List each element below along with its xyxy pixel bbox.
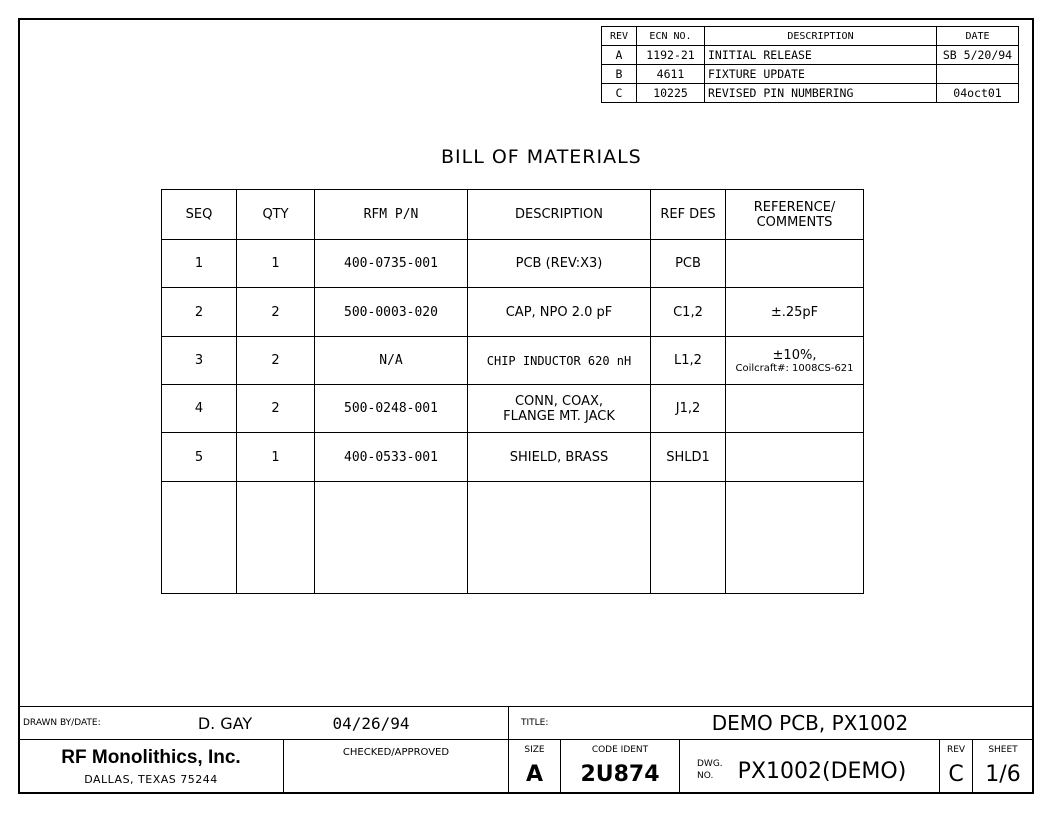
- revision-header-row: [602, 27, 1019, 46]
- size-label: SIZE: [524, 745, 545, 755]
- comments-cell: ±.25pF: [726, 288, 864, 337]
- qty-cell: 2: [237, 385, 315, 433]
- ecn-cell: 1192-21: [637, 46, 705, 65]
- seq-cell: 1: [162, 240, 237, 288]
- date-cell: 04oct01: [937, 84, 1019, 103]
- refdes-cell: L1,2: [651, 337, 726, 385]
- rev-cell: C: [602, 84, 637, 103]
- code-ident-value: 2U874: [580, 761, 660, 787]
- ecn-cell: 10225: [637, 84, 705, 103]
- description-cell: CHIP INDUCTOR 620 nH: [468, 337, 651, 385]
- seq-cell: 2: [162, 288, 237, 337]
- pn-cell: N/A: [315, 337, 468, 385]
- empty-cell: [468, 482, 651, 594]
- title-label: TITLE:: [521, 718, 549, 728]
- comments-header: [726, 190, 864, 240]
- rev-value: C: [948, 761, 964, 787]
- pn-header: RFM P/N: [315, 190, 468, 240]
- description-line2: FLANGE MT. JACK: [503, 408, 615, 424]
- description-cell: FIXTURE UPDATE: [705, 65, 937, 84]
- description-cell: INITIAL RELEASE: [705, 46, 937, 65]
- comments-cell: [726, 385, 864, 433]
- revision-row: [602, 46, 1019, 65]
- comments-line2: Coilcraft#: 1008CS-621: [735, 362, 854, 374]
- qty-cell: 2: [237, 288, 315, 337]
- bom-row: [162, 385, 864, 433]
- bom-table: [161, 189, 864, 594]
- description-line1: CONN, COAX,: [514, 393, 604, 409]
- pn-cell: 500-0003-020: [315, 288, 468, 337]
- seq-cell: 5: [162, 433, 237, 482]
- rev-cell: A: [602, 46, 637, 65]
- ecn-header: ECN NO.: [637, 27, 705, 46]
- bom-row: [162, 288, 864, 337]
- seq-cell: 4: [162, 385, 237, 433]
- seq-cell: 3: [162, 337, 237, 385]
- comments-line1: ±10%,: [772, 347, 817, 363]
- drawing-title: DEMO PCB, PX1002: [711, 711, 909, 735]
- description-cell: PCB (REV:X3): [468, 240, 651, 288]
- ecn-cell: 4611: [637, 65, 705, 84]
- comments-cell: [726, 337, 864, 385]
- checked-label: CHECKED/APPROVED: [342, 746, 450, 758]
- comments-cell: [726, 240, 864, 288]
- empty-cell: [726, 482, 864, 594]
- drawn-by-name: D. GAY: [197, 713, 253, 733]
- empty-cell: [237, 482, 315, 594]
- pn-cell: 400-0533-001: [315, 433, 468, 482]
- rev-header: REV: [602, 27, 637, 46]
- bom-row: [162, 240, 864, 288]
- bom-row: [162, 337, 864, 385]
- description-header: DESCRIPTION: [705, 27, 937, 46]
- description-cell: SHIELD, BRASS: [468, 433, 651, 482]
- date-header: DATE: [937, 27, 1019, 46]
- comments-cell: [726, 433, 864, 482]
- code-ident-label: CODE IDENT: [591, 745, 649, 755]
- refdes-cell: J1,2: [651, 385, 726, 433]
- size-value: A: [525, 761, 544, 787]
- empty-cell: [651, 482, 726, 594]
- drawn-by-label: DRAWN BY/DATE:: [23, 718, 101, 728]
- date-cell: SB 5/20/94: [937, 46, 1019, 65]
- refdes-cell: C1,2: [651, 288, 726, 337]
- qty-cell: 1: [237, 240, 315, 288]
- description-cell: CAP, NPO 2.0 pF: [468, 288, 651, 337]
- comments-header-line1: REFERENCE/: [753, 199, 836, 215]
- description-cell: [468, 385, 651, 433]
- revision-row: [602, 84, 1019, 103]
- qty-cell: 2: [237, 337, 315, 385]
- comments-header-line2: COMMENTS: [756, 214, 833, 230]
- refdes-header: REF DES: [651, 190, 726, 240]
- rev-label: REV: [946, 745, 966, 755]
- empty-cell: [162, 482, 237, 594]
- bom-empty-row: [162, 482, 864, 594]
- description-header: DESCRIPTION: [468, 190, 651, 240]
- empty-cell: [315, 482, 468, 594]
- drawn-date: 04/26/94: [332, 713, 410, 733]
- sheet-label: SHEET: [988, 745, 1018, 755]
- qty-cell: 1: [237, 433, 315, 482]
- bom-row: [162, 433, 864, 482]
- company-address: DALLAS, TEXAS 75244: [84, 772, 218, 786]
- dwg-label-line2: NO.: [697, 771, 714, 781]
- bom-header-row: [162, 190, 864, 240]
- dwg-label-line1: DWG.: [697, 759, 723, 769]
- revision-table: [601, 26, 1019, 103]
- bom-title: BILL OF MATERIALS: [441, 146, 642, 168]
- revision-row: [602, 65, 1019, 84]
- qty-header: QTY: [237, 190, 315, 240]
- company-name: RF Monolithics, Inc.: [61, 747, 241, 768]
- description-cell: REVISED PIN NUMBERING: [705, 84, 937, 103]
- refdes-cell: PCB: [651, 240, 726, 288]
- pn-cell: 500-0248-001: [315, 385, 468, 433]
- refdes-cell: SHLD1: [651, 433, 726, 482]
- dwg-no-value: PX1002(DEMO): [737, 758, 907, 784]
- rev-cell: B: [602, 65, 637, 84]
- pn-cell: 400-0735-001: [315, 240, 468, 288]
- date-cell: [937, 65, 1019, 84]
- sheet-value: 1/6: [985, 761, 1021, 787]
- seq-header: SEQ: [162, 190, 237, 240]
